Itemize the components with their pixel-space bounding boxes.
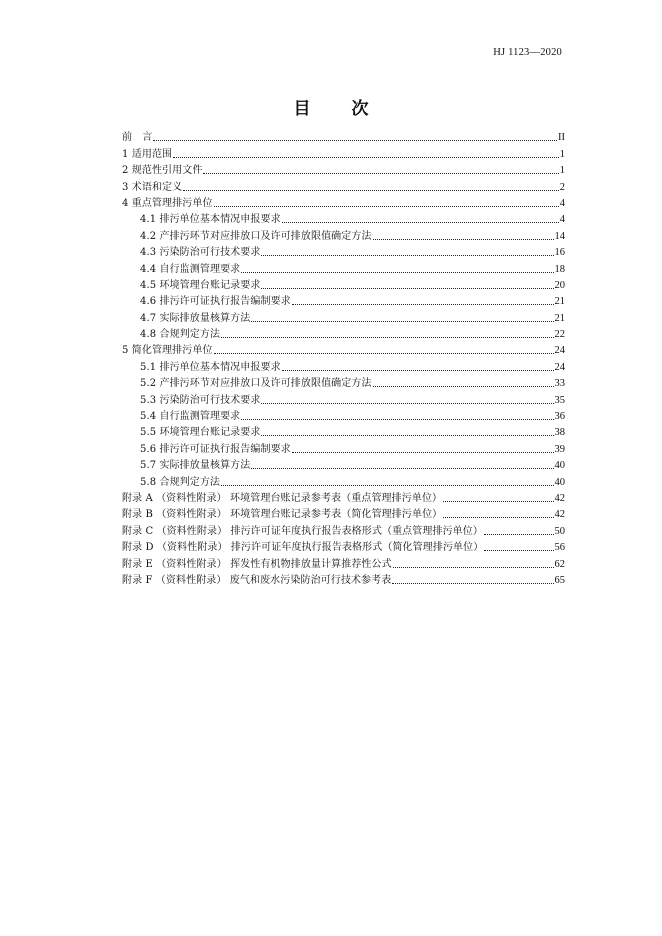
toc-dot-leader [221,337,553,338]
toc-entry[interactable] [122,374,565,390]
toc-entry[interactable] [122,571,565,587]
toc-entry[interactable] [122,341,565,357]
toc-dot-leader [251,468,553,469]
toc-entry[interactable] [122,357,565,373]
toc-entry[interactable] [122,161,565,177]
toc-entry-title: 附录 F （资料性附录） 废气和废水污染防治可行技术参考表 [122,574,392,586]
page-title: 目 次 [293,99,381,119]
toc-entry-page-number: 33 [554,378,565,390]
toc-entry-title: 前 言 [122,132,153,144]
toc-entry-page-number: 36 [554,411,565,423]
toc-entry-page-number: 39 [554,443,565,455]
toc-entry-title: 4.6 排污许可证执行报告编制要求 [140,296,291,308]
toc-entry[interactable] [122,144,565,160]
table-of-contents [122,128,565,587]
toc-entry[interactable] [122,325,565,341]
toc-entry-title: 4.5 环境管理台账记录要求 [140,279,261,291]
toc-entry-title: 4.2 产排污环节对应排放口及许可排放限值确定方法 [140,230,372,242]
toc-dot-leader [261,435,553,436]
toc-entry-page-number: 4 [559,214,565,226]
toc-entry-title: 附录 B （资料性附录） 环境管理台账记录参考表（简化管理排污单位） [122,509,443,521]
toc-dot-leader [373,386,554,387]
toc-dot-leader [221,485,553,486]
toc-entry[interactable] [122,276,565,292]
toc-entry-title: 5.4 自行监测管理要求 [140,411,241,423]
toc-entry-title: 4.7 实际排放量核算方法 [140,312,251,324]
toc-dot-leader [241,419,553,420]
toc-entry-page-number: 1 [559,148,565,160]
toc-dot-leader [443,501,553,502]
toc-dot-leader [153,140,557,141]
toc-dot-leader [203,173,558,174]
toc-entry-title: 5.3 污染防治可行技术要求 [140,394,261,406]
toc-entry-title: 5.2 产排污环节对应排放口及许可排放限值确定方法 [140,378,372,390]
toc-entry-title: 5.6 排污许可证执行报告编制要求 [140,443,291,455]
toc-dot-leader [484,550,553,551]
toc-entry-page-number: 21 [554,312,565,324]
toc-entry[interactable] [122,554,565,570]
toc-entry[interactable] [122,243,565,259]
toc-entry[interactable] [122,292,565,308]
toc-dot-leader [392,583,553,584]
toc-dot-leader [282,370,554,371]
toc-entry-title: 4 重点管理排污单位 [122,197,213,209]
toc-entry-page-number: 65 [554,574,565,586]
standard-code-header: HJ 1123—2020 [493,47,562,58]
toc-entry-page-number: II [558,132,565,144]
toc-entry-title: 5.5 环境管理台账记录要求 [140,427,261,439]
toc-entry[interactable] [122,439,565,455]
toc-entry[interactable] [122,521,565,537]
toc-entry-title: 4.3 污染防治可行技术要求 [140,247,261,259]
toc-entry[interactable] [122,390,565,406]
toc-dot-leader [393,567,554,568]
toc-dot-leader [443,517,553,518]
toc-entry[interactable] [122,128,565,144]
toc-entry[interactable] [122,423,565,439]
toc-entry[interactable] [122,505,565,521]
toc-entry[interactable] [122,210,565,226]
toc-entry-title: 4.8 合规判定方法 [140,329,221,341]
toc-entry[interactable] [122,177,565,193]
toc-entry-page-number: 14 [554,230,565,242]
toc-entry-page-number: 40 [554,476,565,488]
toc-entry[interactable] [122,259,565,275]
toc-dot-leader [292,304,554,305]
toc-dot-leader [282,222,559,223]
toc-entry-page-number: 21 [554,296,565,308]
toc-entry-page-number: 2 [559,181,565,193]
toc-entry-page-number: 24 [554,361,565,373]
toc-entry-title: 1 适用范围 [122,148,173,160]
toc-dot-leader [173,157,559,158]
toc-dot-leader [261,255,553,256]
toc-entry-page-number: 20 [554,279,565,291]
toc-entry-page-number: 38 [554,427,565,439]
toc-entry-page-number: 40 [554,460,565,472]
toc-entry-page-number: 56 [554,542,565,554]
toc-entry-title: 5.7 实际排放量核算方法 [140,460,251,472]
toc-entry-title: 5 简化管理排污单位 [122,345,213,357]
toc-entry[interactable] [122,308,565,324]
toc-entry-title: 3 术语和定义 [122,181,183,193]
toc-entry-page-number: 62 [554,558,565,570]
toc-entry-page-number: 4 [559,197,565,209]
toc-entry[interactable] [122,407,565,423]
toc-entry-page-number: 42 [554,509,565,521]
toc-entry[interactable] [122,456,565,472]
toc-entry-page-number: 24 [554,345,565,357]
toc-entry-page-number: 18 [554,263,565,275]
toc-dot-leader [373,239,554,240]
toc-entry-title: 2 规范性引用文件 [122,165,203,177]
toc-entry[interactable] [122,194,565,210]
toc-entry-page-number: 50 [554,525,565,537]
toc-entry-page-number: 1 [559,165,565,177]
toc-dot-leader [292,452,554,453]
toc-dot-leader [251,321,553,322]
toc-entry[interactable] [122,472,565,488]
toc-entry-title: 4.1 排污单位基本情况申报要求 [140,214,281,226]
toc-entry-title: 附录 C （资料性附录） 排污许可证年度执行报告表格形式（重点管理排污单位） [122,525,483,537]
toc-entry-page-number: 22 [554,329,565,341]
toc-dot-leader [261,403,553,404]
toc-entry-page-number: 35 [554,394,565,406]
toc-entry[interactable] [122,538,565,554]
toc-dot-leader [214,206,559,207]
toc-dot-leader [241,272,553,273]
toc-entry-page-number: 16 [554,247,565,259]
toc-dot-leader [484,534,554,535]
toc-entry[interactable] [122,226,565,242]
toc-entry-title: 附录 E （资料性附录） 挥发性有机物排放量计算推荐性公式 [122,558,392,570]
toc-dot-leader [214,353,554,354]
toc-entry-title: 附录 D （资料性附录） 排污许可证年度执行报告表格形式（简化管理排污单位） [122,542,484,554]
toc-entry-title: 4.4 自行监测管理要求 [140,263,241,275]
toc-entry-title: 附录 A （资料性附录） 环境管理台账记录参考表（重点管理排污单位） [122,492,443,504]
toc-dot-leader [261,288,553,289]
toc-dot-leader [183,190,559,191]
toc-entry-title: 5.8 合规判定方法 [140,476,221,488]
toc-entry[interactable] [122,489,565,505]
toc-entry-title: 5.1 排污单位基本情况申报要求 [140,361,281,373]
toc-entry-page-number: 42 [554,492,565,504]
